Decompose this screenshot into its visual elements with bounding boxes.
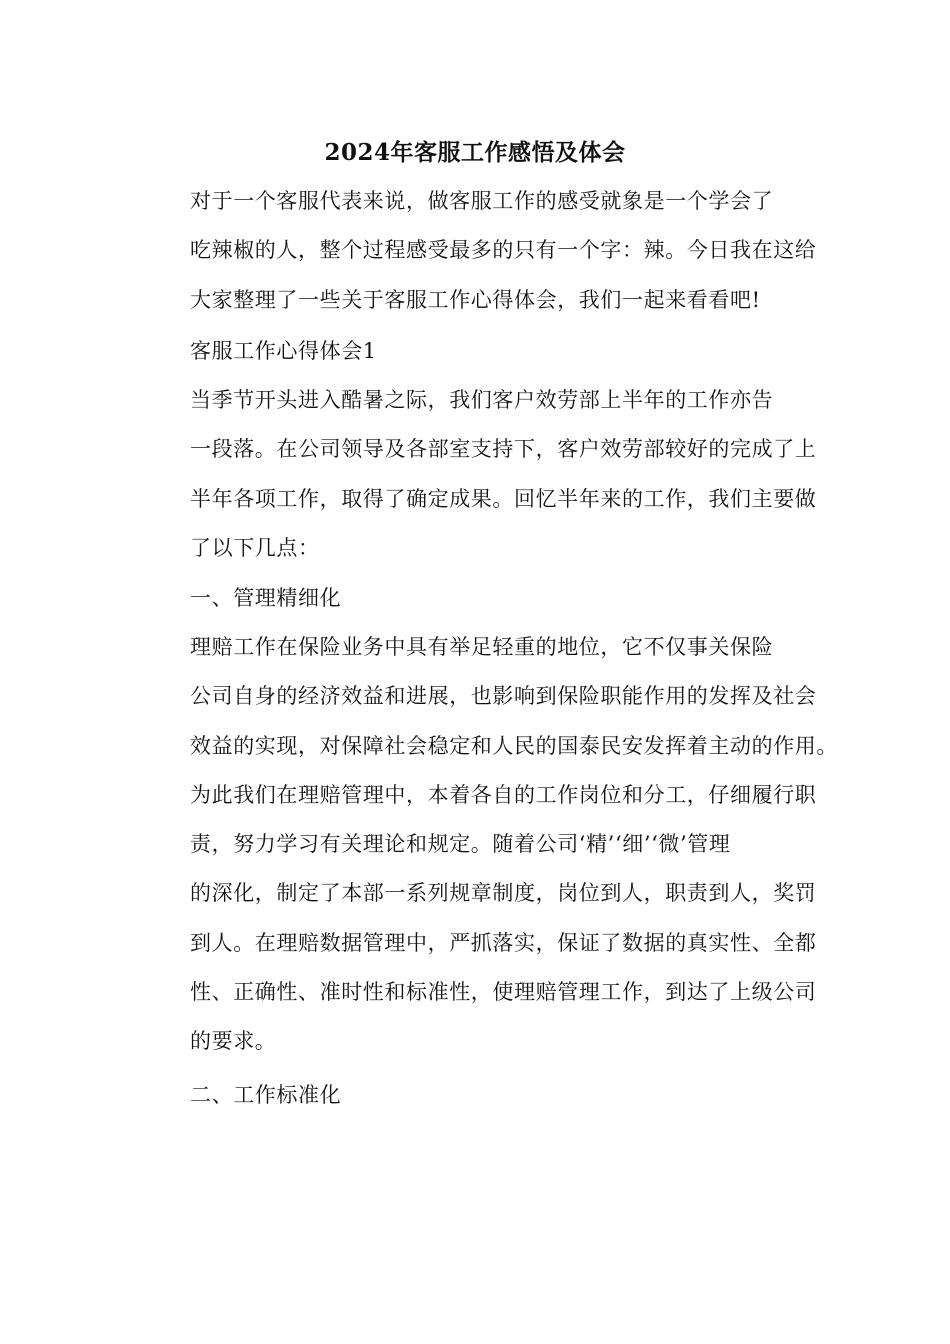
heading-standardization: 二、工作标准化 [190,1083,342,1107]
para3-line-9: 的要求。 [190,1029,277,1054]
para2-line-3: 半年各项工作，取得了确定成果。回忆半年来的工作，我们主要做 [190,486,817,511]
document-title: 2024年客服工作感悟及体会 [324,139,626,166]
para3-line-3: 效益的实现，对保障社会稳定和人民的国泰民安发挥着主动的作用。 [190,733,838,758]
para3-line-2: 公司自身的经济效益和进展，也影响到保险职能作用的发挥及社会 [190,684,817,709]
paragraph-claims [144,623,838,1067]
intro-line-1: 对于一个客服代表来说，做客服工作的感受就象是一个学会了 [190,189,774,213]
para3-line-6: 的深化，制定了本部一系列规章制度，岗位到人，职责到人，奖罚 [190,881,817,906]
section-heading: 客服工作心得体会1 [190,339,377,363]
para3-line-4: 为此我们在理赔管理中，本着各自的工作岗位和分工，仔细履行职 [190,782,817,807]
para3-line-5: 责，努力学习有关理论和规定。随着公司‘精’‘细’‘微’管理 [190,832,731,857]
para2-line-4: 了以下几点： [190,535,320,560]
paragraph-opening [144,376,817,573]
heading-management: 一、管理精细化 [190,586,342,610]
intro-line-2: 吃辣椒的人，整个过程感受最多的只有一个字：辣。今日我在这给 [190,238,817,263]
intro-paragraph [144,177,817,325]
para2-line-1: 当季节开头进入酷暑之际，我们客户效劳部上半年的工作亦告 [190,388,774,412]
intro-line-3: 大家整理了一些关于客服工作心得体会，我们一起来看看吧! [190,287,761,312]
para3-line-1: 理赔工作在保险业务中具有举足轻重的地位，它不仅事关保险 [190,635,774,659]
para3-line-8: 性、正确性、准时性和标准性，使理赔管理工作，到达了上级公司 [190,980,817,1005]
para3-line-7: 到人。在理赔数据管理中，严抓落实，保证了数据的真实性、全都 [190,930,817,955]
para2-line-2: 一段落。在公司领导及各部室支持下，客户效劳部较好的完成了上 [190,437,817,462]
